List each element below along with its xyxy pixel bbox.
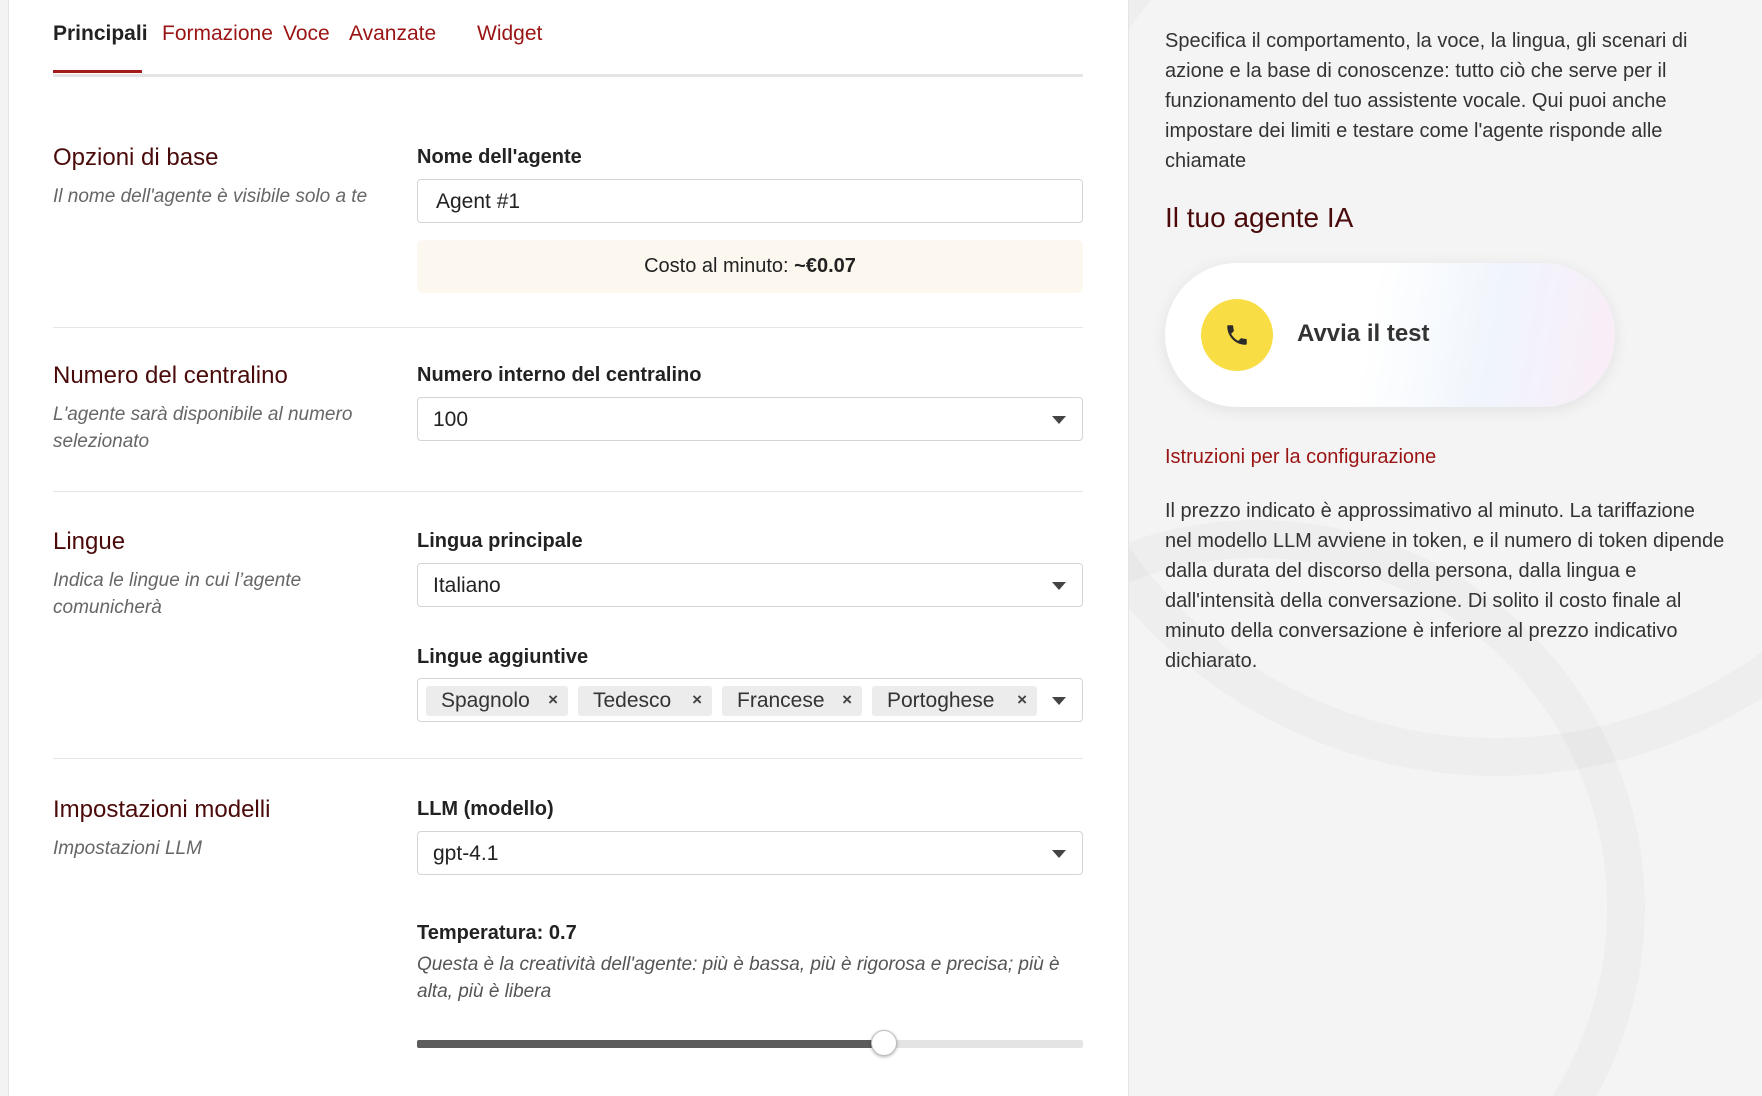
switchboard-number-label: Numero interno del centralino — [417, 364, 702, 386]
agent-name-label: Nome dell'agente — [417, 146, 582, 168]
panel-intro-text: Specifica il comportamento, la voce, la lingua, gli scenari di azione e la base di conoscenze: tutto ciò che serve per il funzionamento del tuo assistente vocale. Qui puoi anche impostare dei limiti e testare come l'agente risponde alle chiamate — [1165, 30, 1688, 172]
switchboard-number-select[interactable] — [417, 397, 1083, 441]
section-title-models: Impostazioni modelli — [53, 796, 271, 823]
tab-formazione[interactable]: Formazione — [162, 22, 273, 45]
info-panel — [1129, 0, 1762, 1096]
agent-panel-title: Il tuo agente IA — [1165, 202, 1354, 233]
close-icon[interactable]: × — [548, 690, 558, 709]
main-language-label: Lingua principale — [417, 530, 583, 552]
llm-model-select[interactable] — [417, 831, 1083, 875]
temperature-slider-fill — [417, 1040, 883, 1048]
chevron-down-icon — [1052, 582, 1066, 590]
close-icon[interactable]: × — [842, 690, 852, 709]
language-chip — [872, 686, 1037, 716]
switchboard-number-value: 100 — [433, 408, 469, 431]
language-chip — [578, 686, 712, 716]
configuration-instructions-text: Il prezzo indicato è approssimativo al minuto. La tariffazione nel modello LLM avviene in token, e il numero di token dipende dalla durata del discorso della persona, dalla lingua e dall'intensità della conversazione. Di solito il costo finale al minuto della conversazione è inferiore al prezzo indicativo dichiarato. — [1165, 500, 1725, 672]
language-chip-label: Spagnolo — [441, 689, 530, 712]
language-chip-label: Portoghese — [887, 689, 995, 712]
temperature-help: Questa è la creatività dell'agente: più è bassa, più è rigorosa e precisa; più è alta, più è libera — [417, 954, 1060, 1002]
llm-model-label: LLM (modello) — [417, 798, 554, 820]
configuration-instructions-link[interactable]: Istruzioni per la configurazione — [1165, 446, 1437, 468]
section-subtitle-switchboard: L'agente sarà disponibile al numero selezionato — [53, 404, 353, 452]
chevron-down-icon — [1052, 850, 1066, 858]
agent-name-input[interactable] — [417, 179, 1083, 223]
additional-languages-multiselect[interactable] — [417, 678, 1083, 722]
cost-per-minute-banner — [417, 240, 1083, 293]
language-chip-label: Tedesco — [593, 689, 672, 712]
section-divider — [53, 327, 1083, 328]
tab-voce[interactable]: Voce — [283, 22, 330, 45]
cost-value: ~€0.07 — [794, 255, 856, 277]
section-subtitle-languages: Indica le lingue in cui l’agente comunicherà — [53, 570, 302, 618]
tab-principali[interactable]: Principali — [53, 22, 148, 45]
section-divider — [53, 758, 1083, 759]
active-tab-indicator — [53, 70, 142, 73]
window-edge — [0, 0, 9, 1096]
chevron-down-icon — [1052, 697, 1066, 705]
language-chip-label: Francese — [737, 689, 825, 712]
tab-widget[interactable]: Widget — [477, 22, 543, 45]
section-title-basic: Opzioni di base — [53, 144, 219, 171]
language-chip — [722, 686, 862, 716]
settings-form — [53, 0, 1083, 1096]
section-divider — [53, 491, 1083, 492]
main-language-select[interactable] — [417, 563, 1083, 607]
start-test-label: Avvia il test — [1297, 320, 1430, 347]
additional-languages-label: Lingue aggiuntive — [417, 646, 589, 668]
temperature-slider[interactable] — [417, 1040, 1083, 1048]
phone-icon — [1224, 322, 1250, 348]
language-chip — [426, 686, 568, 716]
close-icon[interactable]: × — [1017, 690, 1027, 709]
chevron-down-icon — [1052, 416, 1066, 424]
section-title-languages: Lingue — [53, 528, 126, 555]
cost-label: Costo al minuto: — [644, 255, 789, 277]
agent-name-value: Agent #1 — [436, 190, 521, 213]
llm-model-value: gpt-4.1 — [433, 842, 499, 865]
temperature-slider-thumb[interactable] — [871, 1030, 897, 1056]
phone-button-circle — [1201, 299, 1273, 371]
section-subtitle-basic: Il nome dell'agente è visibile solo a te — [53, 186, 368, 207]
section-subtitle-models: Impostazioni LLM — [53, 838, 202, 859]
section-title-switchboard: Numero del centralino — [53, 362, 288, 389]
start-test-button[interactable] — [1165, 263, 1615, 407]
close-icon[interactable]: × — [692, 690, 702, 709]
tab-bar — [53, 0, 1083, 77]
tab-avanzate[interactable]: Avanzate — [349, 22, 437, 45]
temperature-label: Temperatura: 0.7 — [417, 922, 577, 944]
main-language-value: Italiano — [433, 574, 501, 597]
